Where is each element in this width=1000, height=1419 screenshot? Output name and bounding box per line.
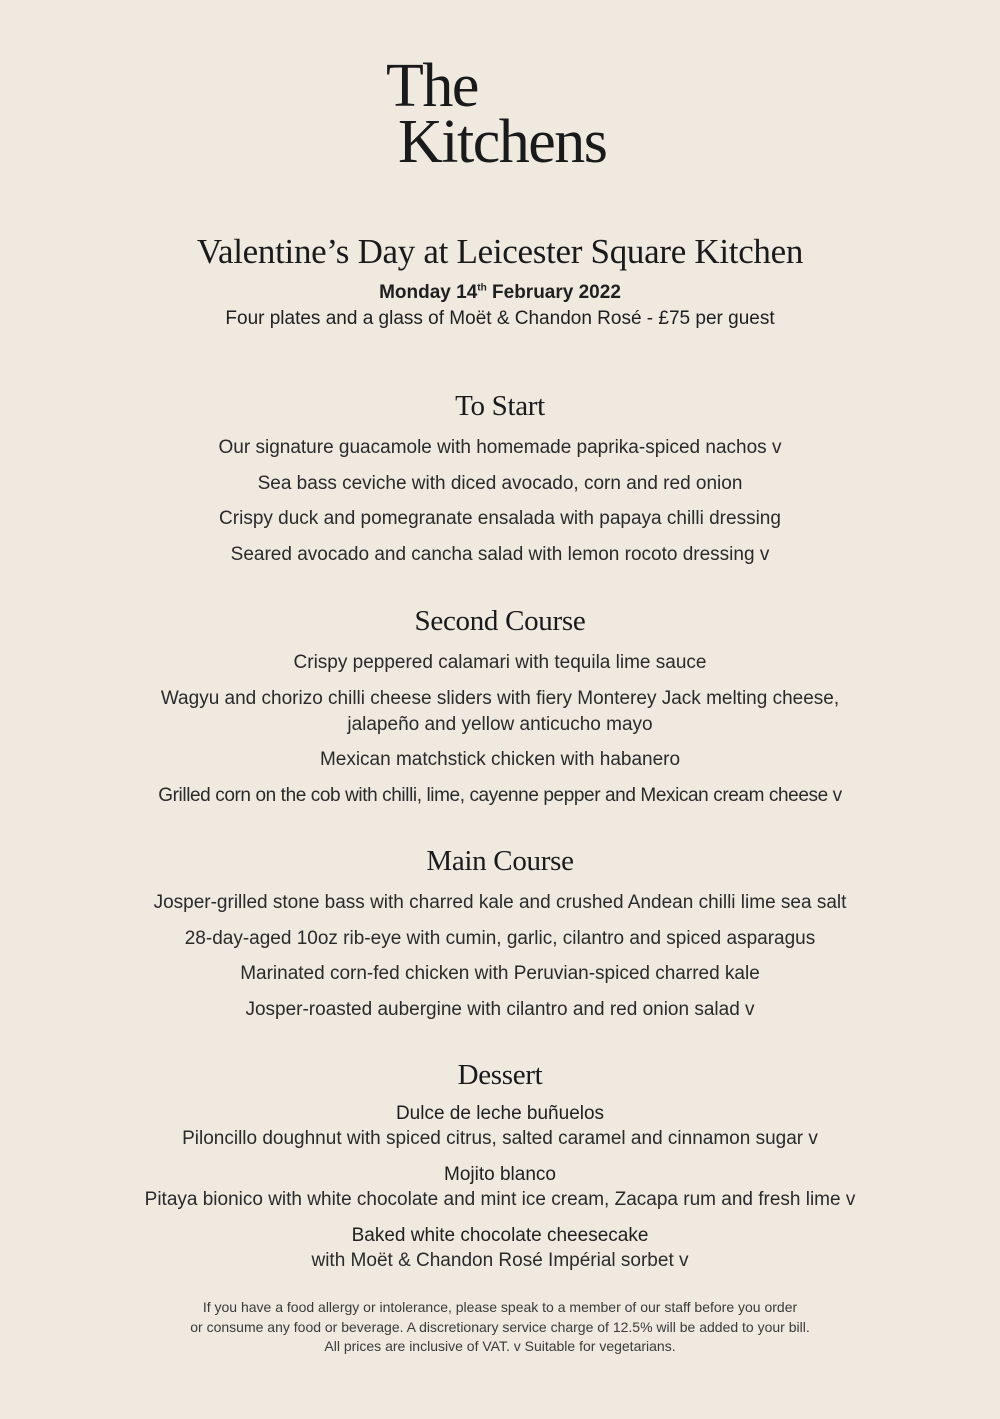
section-title: To Start — [455, 390, 545, 422]
section-main-course — [0, 844, 1000, 1032]
menu-item: Sea bass ceviche with diced avocado, corn and red onion — [257, 472, 743, 494]
footer-line-1: If you have a food allergy or intolerance, please speak to a member of our staff before you order — [202, 1299, 798, 1315]
dessert-description: Pitaya bionico with white chocolate and mint ice cream, Zacapa rum and fresh lime v — [144, 1189, 856, 1210]
logo-line-1: The — [386, 52, 478, 120]
dessert-name: Baked white chocolate cheesecake — [351, 1225, 649, 1246]
section-to-start — [0, 389, 1000, 577]
section-dessert — [0, 1058, 1000, 1284]
event-date-ordinal: th — [477, 282, 487, 294]
menu-item: Josper-grilled stone bass with charred kale and crushed Andean chilli lime sea salt — [153, 892, 847, 913]
event-date-month-year: February 2022 — [486, 282, 621, 303]
dessert-description: with Moët & Chandon Rosé Impérial sorbet v — [311, 1250, 689, 1271]
menu-item: Crispy duck and pomegranate ensalada with papaya chilli dressing — [219, 508, 781, 529]
menu-item: Our signature guacamole with homemade paprika-spiced nachos v — [218, 437, 782, 458]
dessert-name: Mojito blanco — [444, 1164, 556, 1185]
footer-line-2: or consume any food or beverage. A discretionary service charge of 12.5% will be added to your bill. — [190, 1318, 810, 1335]
footer-line-3: All prices are inclusive of VAT. v Suitable for vegetarians. — [324, 1338, 676, 1354]
menu-item: Mexican matchstick chicken with habanero — [319, 749, 681, 770]
logo — [386, 52, 607, 176]
menu-item: Seared avocado and cancha salad with lemon rocoto dressing v — [230, 543, 770, 565]
section-title: Dessert — [457, 1059, 543, 1091]
menu-item: Marinated corn-fed chicken with Peruvian-spiced charred kale — [240, 963, 760, 984]
section-title: Main Course — [426, 845, 574, 877]
event-title: Valentine’s Day at Leicester Square Kitchen — [196, 232, 804, 271]
dessert-description: Piloncillo doughnut with spiced citrus, salted caramel and cinnamon sugar v — [182, 1128, 818, 1149]
dessert-name: Dulce de leche buñuelos — [395, 1103, 605, 1124]
event-date-day: Monday 14 — [379, 282, 478, 303]
menu-item-continued: jalapeño and yellow anticucho mayo — [347, 713, 653, 735]
event-offer: Four plates and a glass of Moët & Chandon Rosé - £75 per guest — [225, 308, 775, 329]
event-date — [0, 282, 1000, 304]
section-second-course — [0, 604, 1000, 818]
menu-item: Josper-roasted aubergine with cilantro and red onion salad v — [245, 998, 755, 1020]
section-title: Second Course — [414, 605, 586, 637]
footer-notice — [0, 1298, 1000, 1357]
logo-line-2: Kitchens — [398, 108, 607, 176]
menu-item: 28-day-aged 10oz rib-eye with cumin, garlic, cilantro and spiced asparagus — [184, 927, 816, 949]
menu-item: Grilled corn on the cob with chilli, lime, cayenne pepper and Mexican cream cheese v — [158, 784, 842, 806]
menu-item: Wagyu and chorizo chilli cheese sliders with fiery Monterey Jack melting cheese, — [160, 687, 840, 709]
menu-item: Crispy peppered calamari with tequila lime sauce — [293, 652, 707, 673]
